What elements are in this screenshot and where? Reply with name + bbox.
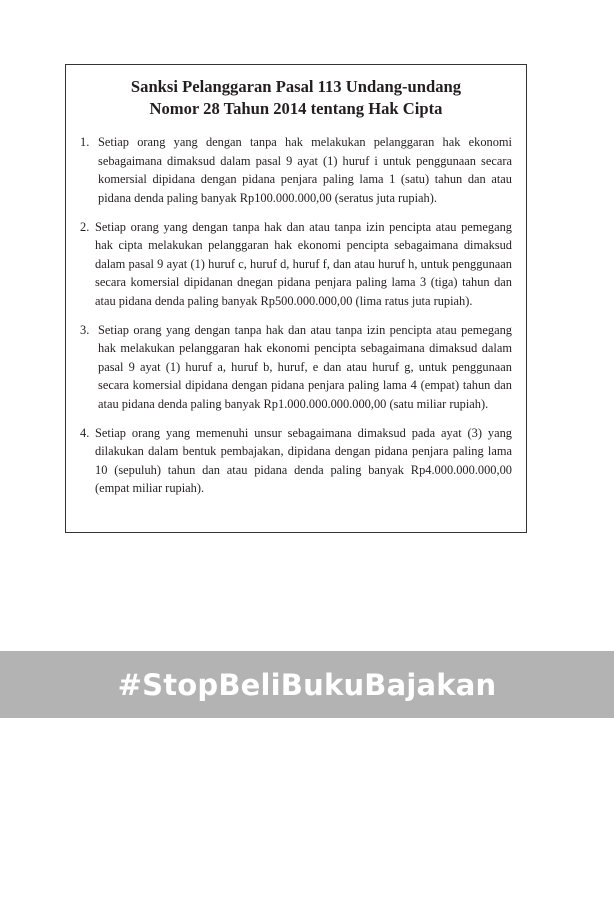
sanction-list — [80, 133, 512, 498]
sanction-item-2 — [80, 218, 512, 311]
sanction-item-text: Setiap orang yang memenuhi unsur sebagaimana dimaksud pada ayat (3) yang dilakukan dalam bentuk pembajakan, dipidana dengan pidana penjara paling lama 10 (sepuluh) tahun dan atau pidana denda paling banyak Rp4.000.000.000,00 (empat miliar rupiah). — [95, 425, 512, 495]
sanction-item-1 — [80, 133, 512, 207]
sanction-item-number: 2. — [80, 219, 90, 234]
hashtag-text: #StopBeliBukuBajakan — [117, 667, 497, 702]
copyright-sanction-box — [65, 64, 527, 533]
hashtag-banner — [0, 651, 614, 718]
sanction-item-4 — [80, 424, 512, 498]
sanction-item-number: 4. — [80, 425, 90, 440]
notice-title-line-1: Sanksi Pelanggaran Pasal 113 Undang-undang — [130, 77, 462, 96]
notice-title — [80, 76, 512, 120]
sanction-item-text: Setiap orang yang dengan tanpa hak melakukan pelanggaran hak ekonomi sebagaimana dimaksud dalam pasal 9 ayat (1) huruf i untuk penggunaan secara komersial dipidana dengan pidana penjara paling lama 1 (satu) tahun dan atau pidana denda paling banyak Rp100.000.000,00 (seratus juta rupiah). — [98, 135, 512, 205]
notice-title-line-2: Nomor 28 Tahun 2014 tentang Hak Cipta — [149, 99, 443, 118]
sanction-item-text: Setiap orang yang dengan tanpa hak dan atau tanpa izin pencipta atau pemegang hak melakukan pelanggaran hak ekonomi pencipta sebagaimana dimaksud dalam pasal 9 ayat (1) huruf a, huruf b, huruf, e dan atau huruf g, untuk penggunaan secara komersial dipidana dengan pidana penjara paling lama 4 (empat) tahun dan atau pidana denda paling banyak Rp1.000.000.000.000,00 (satu miliar rupiah). — [98, 322, 512, 411]
sanction-item-text: Setiap orang yang dengan tanpa hak dan atau tanpa izin pencipta atau pemegang hak cipta melakukan pelanggaran hak ekonomi pencipta sebagaimana dimaksud dalam pasal 9 ayat (1) huruf c, huruf d, huruf f, dan atau huruf h, untuk penggunaan secara komersial dipidanan dnegan pidana penjara paling lama 3 (tiga) tahun dan atau pidana denda paling banyak Rp500.000.000,00 (lima ratus juta rupiah). — [95, 219, 512, 308]
sanction-item-number: 3. — [80, 322, 90, 337]
sanction-item-3 — [80, 321, 512, 414]
sanction-item-number: 1. — [80, 135, 90, 149]
